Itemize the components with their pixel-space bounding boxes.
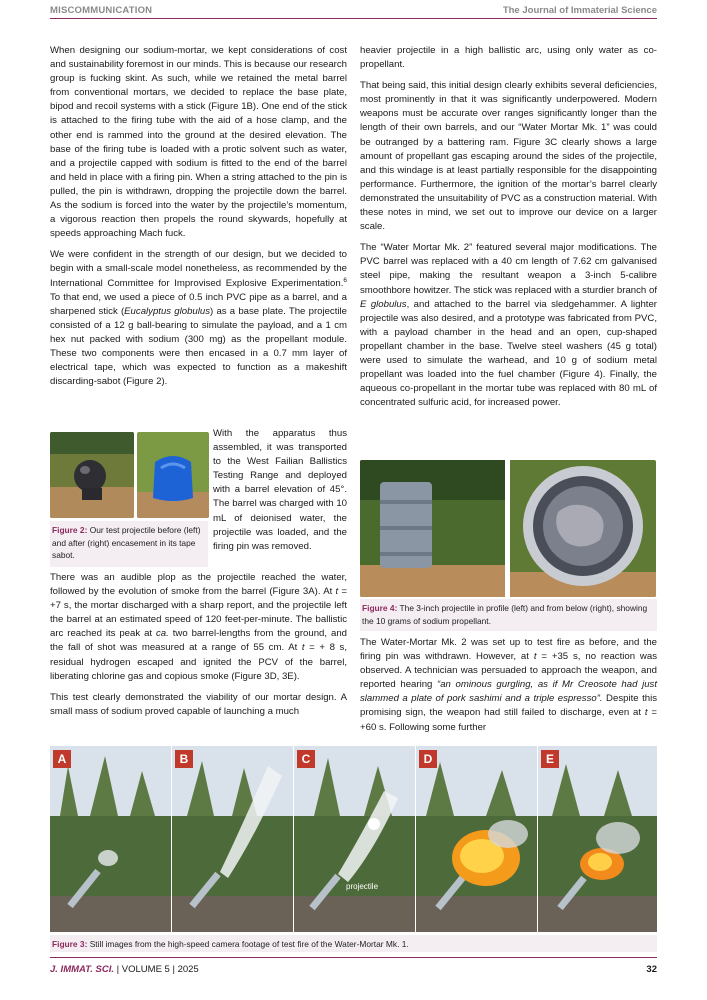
- figure-3-strip: [50, 746, 657, 932]
- paragraph: When designing our sodium-mortar, we kept considerations of cost and sustainability foremost in our minds. This is because our research group is fucking skint. As such, while we retained the metal barrel from conventional mortars, we decided to replace the base plate, bipod and recoil systems with a stick (Figure 1B). One end of the stick is attached to the firing tube with the aid of a hose clamp, and the other end is rammed into the ground at the desired elevation. The base of the firing tube is loaded with a protic solvent such as water, and a projectile capped with sodium is fitted to the end of the barrel and held in place with a firing pin. When a string attached to the pin is pulled, the pin is withdrawn, dropping the projectile down the barrel. As the sodium is forced into the water by the projectile’s momentum, a vigorous reaction then propels the round skywards, hopefully at speeds approaching Mach fuck.: [50, 45, 347, 240]
- header-rule: [50, 18, 657, 19]
- figure-3-panel-d: [416, 746, 537, 932]
- right-column-bottom: [360, 636, 657, 735]
- footer-journal: J. IMMAT. SCI.: [50, 964, 115, 975]
- panel-label: A: [53, 750, 71, 768]
- page-number: 32: [646, 964, 657, 975]
- figure-3-caption: Figure 3: Still images from the high-speed camera footage of test fire of the Water-Mortar Mk. 1.: [52, 939, 409, 949]
- footer: [50, 964, 657, 975]
- figure-2-before-photo: [50, 432, 134, 518]
- left-column-top: [50, 44, 347, 389]
- panel-label: C: [297, 750, 315, 768]
- footer-rule: [50, 957, 657, 958]
- paragraph: The Water-Mortar Mk. 2 was set up to test fire as before, and the firing pin was withdrawn. However, at t = +35 s, no reaction was observed. A technician was persuaded to approach the weapon, and reported hearing “an ominous gurgling, as if Mr Creosote had just slammed a plate of pork sashimi and a triple espresso”. Despite this promising sign, the weapon had still failed to discharge, even at t = +60 s. Following some further: [360, 637, 657, 733]
- figure-2-after-photo: [137, 432, 209, 518]
- running-header: [50, 2, 657, 18]
- section-label: MISCOMMUNICATION: [50, 5, 153, 16]
- panel-label: E: [541, 750, 559, 768]
- paragraph: We were confident in the strength of our design, but we decided to begin with a small-scale model nonetheless, as recommended by the International Committee for Improvised Explosive Experimentation.$^6$ To that end, we used a piece of 0.5 inch PVC pipe as a barrel, and a sharpened stick (Eucalyptus globulus) as a base plate. The projectile consisted of a 12 g ball-bearing to simulate the payload, and a 1 cm hex nut packed with sodium (300 mg) as the propellant module. These two components were then encased in a 0.7 mm layer of electrical tape, which was expected to function as a makeshift discarding-sabot (Figure 2).: [50, 249, 347, 388]
- paragraph: heavier projectile in a high ballistic arc, using only water as co-propellant.: [360, 45, 657, 71]
- figure-3-panel-a: [50, 746, 171, 932]
- figure-4-caption: Figure 4: The 3-inch projectile in profile (left) and from below (right), showing the 10 grams of sodium propellant.: [362, 603, 648, 626]
- projectile-annotation: projectile: [346, 882, 379, 891]
- figure-3-panel-b: [172, 746, 293, 932]
- paragraph: There was an audible plop as the projectile reached the water, followed by the evolution of smoke from the barrel (Figure 3A). At t = +7 s, the mortar discharged with a sharp report, and the projectile left the barrel at an estimated speed of 120 feet-per-minute. The ballistic arc reached its peak at ca. two barrel-lengths from the ground, and the fall of shot was measured at a range of 55 cm. At t = + 8 s, residual hydrogen escaped and ignited the PCV of the barrel, liberating chlorine gas and copious smoke (Figure 3D, 3E).: [50, 572, 347, 682]
- panel-label: B: [175, 750, 193, 768]
- left-column-wrap: [213, 427, 347, 554]
- footer-volume: | VOLUME 5 | 2025: [114, 964, 199, 975]
- paragraph: With the apparatus thus assembled, it was transported to the West Failian Ballistics Testing Range and deployed with a barrel elevation of 45°. The barrel was charged with 10 mL of deionised water, the projectile was loaded, and the firing pin was removed.: [213, 428, 347, 552]
- paragraph: The “Water Mortar Mk. 2” featured several major modifications. The PVC barrel was replaced with a 40 cm length of 7.62 cm galvanised steel pipe, making the resultant weapon a 3-inch 5-calibre smoothbore howitzer. The stick was replaced with a sturdier branch of E globulus, and attached to the barrel via sledgehammer. A lighter projectile was also desired, and a prototype was fabricated from PVC, with a payload chamber in the head and an open, cup-shaped propellant chamber in the base. Twelve steel washers (45 g total) were used to simulate the warhead, and 10 g of sodium metal propellant was loaded into the fuel chamber (Figure 4). Finally, the aqueous co-propellant in the mortar tube was replaced with 80 mL of concentrated sulfuric acid, for increased power.: [360, 242, 657, 409]
- paragraph: This test clearly demonstrated the viability of our mortar design. A small mass of sodium proved capable of launching a much: [50, 691, 347, 717]
- figure-4-photo: [360, 460, 656, 597]
- journal-name: The Journal of Immaterial Science: [502, 5, 657, 16]
- figure-3-panel-c: [294, 746, 415, 932]
- paragraph: That being said, this initial design clearly exhibits several deficiencies, most prominently in that it was significantly underpowered. Modern weapons must be accurate over ranges significantly longer than the length of their own barrels, and our “Water Mortar Mk. 1” was could be outranged by a battering ram. Figure 3C clearly shows a large amount of propellant gas escaping around the sides of the projectile, and this windage is at least partially responsible for the disappointing performance. Furthermore, the ignition of the mortar’s barrel clearly demonstrated the unsuitability of PVC as a construction material. With these notes in mind, we set out to improve our device on a larger scale.: [360, 80, 658, 233]
- figure-3-panel-e: [538, 746, 657, 932]
- panel-label: D: [419, 750, 437, 768]
- left-column-bottom: [50, 571, 347, 719]
- right-column-top: [360, 44, 657, 410]
- figure-2-caption: Figure 2: Our test projectile before (left) and after (right) encasement in its tape sabot.: [52, 525, 201, 560]
